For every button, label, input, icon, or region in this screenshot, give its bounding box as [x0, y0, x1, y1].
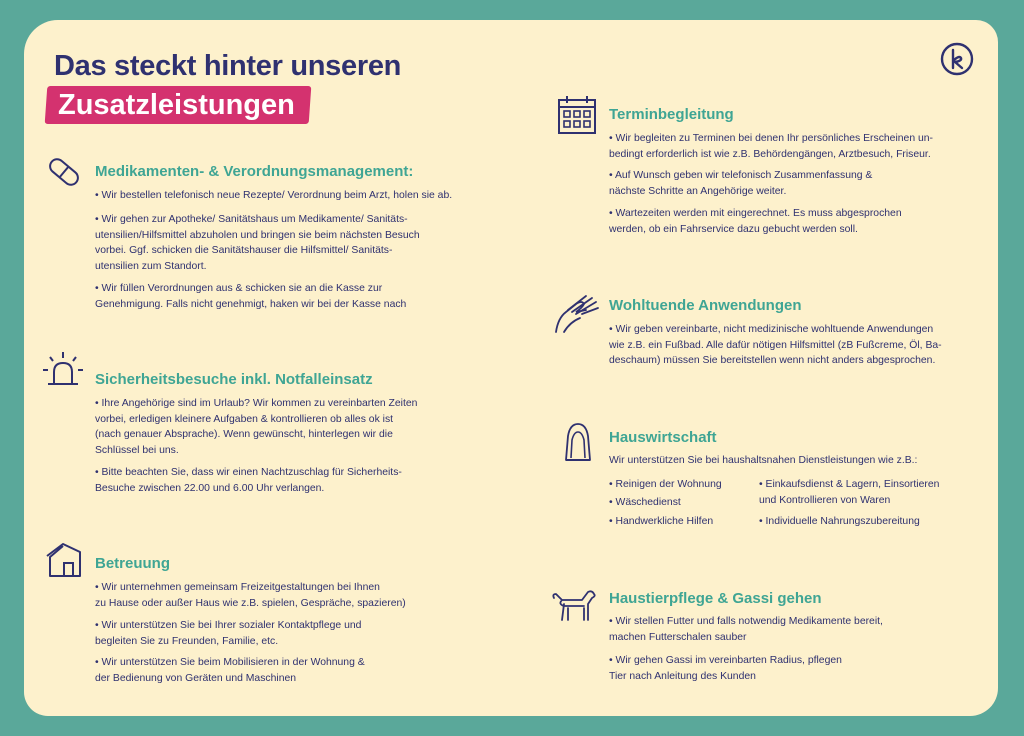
page-subtitle: Zusatzleistungen — [58, 89, 295, 121]
list-item: • Wir bestellen telefonisch neue Rezepte/ Verordnung beim Arzt, holen sie ab. — [95, 190, 453, 201]
list-item: • Einkaufsdienst & Lagern, Einsortieren und Kontrollieren von Waren — [759, 479, 940, 506]
list-item: • Ihre Angehörige sind im Urlaub? Wir kommen zu vereinbarten Zeiten vorbei, erledigen kleinere Aufgaben & kontrollieren ob alles ok ist (nach genauer Absprache). Wenn gewünscht, hinterlegen wir die Schlüssel bei uns. — [95, 398, 418, 456]
k-circle-logo — [940, 42, 974, 76]
heading-haustierpflege: Haustierpflege & Gassi gehen — [609, 590, 822, 607]
iron-icon — [560, 420, 596, 464]
caring-hands-icon — [552, 290, 602, 334]
list-item: • Wartezeiten werden mit eingerechnet. Es muss abgesprochen werden, ob ein Fahrservice dazu gebucht werden soll. — [609, 208, 902, 235]
list-item: • Wir füllen Verordnungen aus & schicken sie an die Kasse zur Genehmigung. Falls nicht genehmigt, haken wir bei der Kasse nach — [95, 283, 407, 310]
heading-terminbegleitung: Terminbegleitung — [609, 106, 734, 123]
list-item: • Wir geben vereinbarte, nicht medizinische wohltuende Anwendungen wie z.B. ein Fußbad. Alle dafür nötigen Hilfsmittel (zB Fußcreme, Öl, Ba- deschaum) müssen Sie bereitstellen wenn nicht anders abgesprochen. — [609, 324, 942, 367]
list-item: • Wir unterstützen Sie beim Mobilisieren in der Wohnung & der Bedienung von Geräten und Maschinen — [95, 657, 365, 684]
section-intro: Wir unterstützen Sie bei haushaltsnahen Dienstleistungen wie z.B.: — [609, 455, 918, 466]
list-item: • Individuelle Nahrungszubereitung — [759, 516, 920, 527]
list-item: • Reinigen der Wohnung — [609, 479, 722, 490]
list-item: • Auf Wunsch geben wir telefonisch Zusammenfassung & nächste Schritte an Angehörige weiter. — [609, 170, 873, 197]
calendar-icon — [556, 94, 598, 136]
list-item: • Bitte beachten Sie, dass wir einen Nachtzuschlag für Sicherheits- Besuche zwischen 22.00 und 6.00 Uhr verlangen. — [95, 467, 402, 494]
list-item: • Wir begleiten zu Terminen bei denen Ihr persönliches Erscheinen un- bedingt erforderlich ist wie z.B. Behördengängen, Arztbesuch, Friseur. — [609, 133, 934, 160]
list-item: • Handwerkliche Hilfen — [609, 516, 714, 527]
list-item: • Wir unternehmen gemeinsam Freizeitgestaltungen bei Ihnen zu Hause oder außer Haus wie z.B. spielen, Gespräche, spazieren) — [95, 582, 406, 609]
list-item: • Wir gehen Gassi im vereinbarten Radius, pflegen Tier nach Anleitung des Kunden — [609, 655, 842, 682]
heading-betreuung: Betreuung — [95, 555, 170, 572]
list-item: • Wir unterstützen Sie bei Ihrer sozialer Kontaktpflege und begleiten Sie zu Freunden, Familie, etc. — [95, 620, 362, 647]
house-icon — [44, 540, 86, 580]
heading-hauswirtschaft: Hauswirtschaft — [609, 429, 717, 446]
heading-sicherheitsbesuche: Sicherheitsbesuche inkl. Notfalleinsatz — [95, 371, 373, 388]
pill-icon — [44, 152, 84, 192]
heading-wohltuende: Wohltuende Anwendungen — [609, 297, 802, 314]
alarm-light-icon — [40, 350, 86, 390]
list-item: • Wir stellen Futter und falls notwendig Medikamente bereit, machen Futterschalen sauber — [609, 616, 883, 643]
dog-icon — [548, 584, 600, 624]
list-item: • Wir gehen zur Apotheke/ Sanitätshaus um Medikamente/ Sanitäts- utensilien/Hilfsmittel abzuholen und bringen sie beim nächsten Besuch vorbei. Ggf. schicken die Sanitätshauser die Hilfsmittel/ Sanitäts- utensilien zum Standort. — [95, 214, 420, 272]
heading-medikamente: Medikamenten- & Verordnungsmanagement: — [95, 163, 414, 180]
list-item: • Wäschedienst — [609, 497, 681, 508]
page-title: Das steckt hinter unseren — [54, 50, 402, 82]
